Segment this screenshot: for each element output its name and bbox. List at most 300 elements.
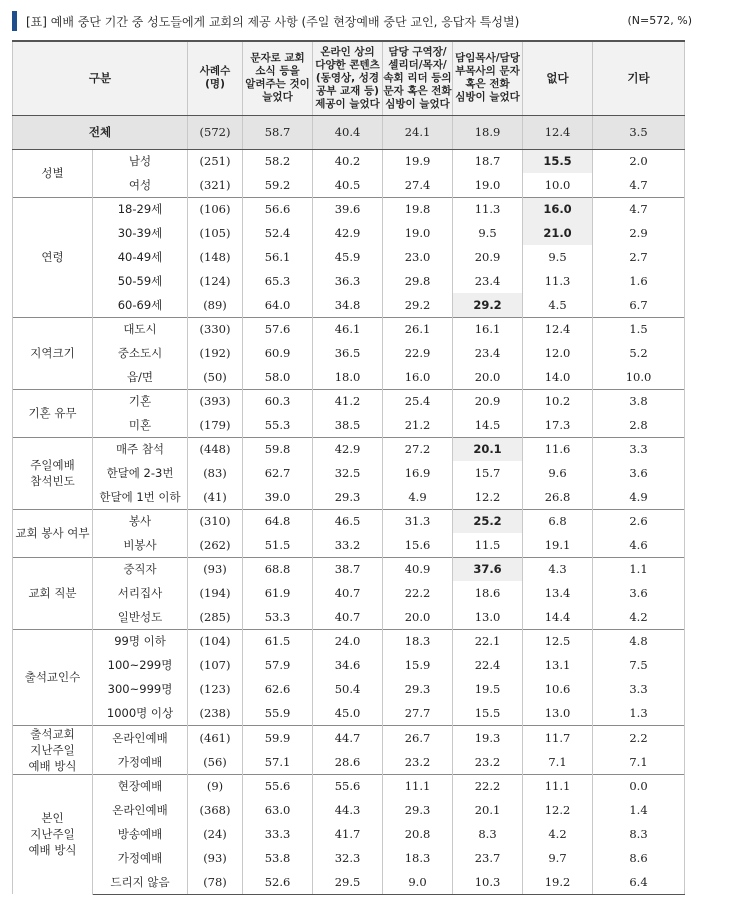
table-row (13, 197, 685, 221)
value-cell: 36.3 (313, 269, 383, 293)
value-cell: 14.0 (523, 365, 593, 389)
value-cell: 58.2 (243, 149, 313, 173)
value-cell: 20.1 (453, 798, 523, 822)
row-label: 일반성도 (93, 605, 188, 629)
table-title: [표] 예배 중단 기간 중 성도들에게 교회의 제공 사항 (주일 현장예배 중단 교인, 응답자 특성별) (26, 15, 520, 29)
count-cell: (93) (188, 557, 243, 581)
value-cell: 22.9 (383, 341, 453, 365)
value-cell: 55.3 (243, 413, 313, 437)
value-cell: 15.5 (523, 149, 593, 173)
count-cell: (56) (188, 750, 243, 775)
value-cell: 52.6 (243, 870, 313, 894)
count-cell: (192) (188, 341, 243, 365)
value-cell: 46.1 (313, 317, 383, 341)
table-row (13, 846, 685, 870)
row-label: 300~999명 (93, 677, 188, 701)
value-cell: 7.1 (593, 750, 685, 775)
value-cell: 2.0 (593, 149, 685, 173)
value-cell: 19.5 (453, 677, 523, 701)
value-cell: 53.8 (243, 846, 313, 870)
value-cell: 1.6 (593, 269, 685, 293)
value-cell: 17.3 (523, 413, 593, 437)
value-cell: 20.0 (453, 365, 523, 389)
value-cell: 23.2 (453, 750, 523, 775)
value-cell: 13.0 (453, 605, 523, 629)
value-cell: 10.6 (523, 677, 593, 701)
value-cell: 33.2 (313, 533, 383, 557)
row-label: 읍/면 (93, 365, 188, 389)
count-cell: (89) (188, 293, 243, 317)
table-row (13, 581, 685, 605)
table-row (13, 677, 685, 701)
value-cell: 63.0 (243, 798, 313, 822)
value-cell: 32.3 (313, 846, 383, 870)
value-cell: 18.3 (383, 846, 453, 870)
value-cell: 59.8 (243, 437, 313, 461)
value-cell: 11.6 (523, 437, 593, 461)
value-cell: 34.8 (313, 293, 383, 317)
row-label: 중소도시 (93, 341, 188, 365)
value-cell: 12.0 (523, 341, 593, 365)
table-title-row (12, 10, 722, 32)
table-row (13, 221, 685, 245)
row-label: 비봉사 (93, 533, 188, 557)
row-group-label: 출석교회 지난주일 예배 방식 (13, 725, 93, 774)
value-cell: 52.4 (243, 221, 313, 245)
value-cell: 40.2 (313, 149, 383, 173)
value-cell: 2.2 (593, 725, 685, 750)
value-cell: 20.9 (453, 389, 523, 413)
header-col-4: 담임목사/담당 부목사의 문자 혹은 전화 심방이 늘었다 (453, 41, 523, 115)
row-label: 대도시 (93, 317, 188, 341)
value-cell: 56.1 (243, 245, 313, 269)
value-cell: 4.2 (593, 605, 685, 629)
value-cell: 29.8 (383, 269, 453, 293)
value-cell: 37.6 (453, 557, 523, 581)
value-cell: 9.6 (523, 461, 593, 485)
value-cell: 25.4 (383, 389, 453, 413)
value-cell: 55.9 (243, 701, 313, 725)
value-cell: 27.4 (383, 173, 453, 197)
total-label: 전체 (13, 115, 188, 149)
table-row (13, 485, 685, 509)
count-cell: (393) (188, 389, 243, 413)
value-cell: 38.5 (313, 413, 383, 437)
count-cell: (50) (188, 365, 243, 389)
sample-size-note: (N=572, %) (627, 14, 692, 27)
value-cell: 22.2 (383, 581, 453, 605)
table-row (13, 774, 685, 798)
value-cell: 16.0 (383, 365, 453, 389)
value-cell: 29.2 (453, 293, 523, 317)
value-cell: 11.1 (523, 774, 593, 798)
count-cell: (83) (188, 461, 243, 485)
value-cell: 11.5 (453, 533, 523, 557)
count-cell: (9) (188, 774, 243, 798)
survey-table (12, 40, 685, 895)
value-cell: 31.3 (383, 509, 453, 533)
row-group-label: 교회 직분 (13, 557, 93, 629)
row-label: 99명 이하 (93, 629, 188, 653)
table-row (13, 509, 685, 533)
value-cell: 68.8 (243, 557, 313, 581)
table-row (13, 245, 685, 269)
value-cell: 53.3 (243, 605, 313, 629)
value-cell: 41.7 (313, 822, 383, 846)
total-row (13, 115, 685, 149)
table-row (13, 461, 685, 485)
table-row (13, 317, 685, 341)
value-cell: 9.5 (523, 245, 593, 269)
value-cell: 20.9 (453, 245, 523, 269)
count-cell: (105) (188, 221, 243, 245)
value-cell: 4.5 (523, 293, 593, 317)
table-row (13, 557, 685, 581)
row-group-label: 출석교인수 (13, 629, 93, 725)
total-cell: 24.1 (383, 115, 453, 149)
value-cell: 61.9 (243, 581, 313, 605)
value-cell: 25.2 (453, 509, 523, 533)
total-cell: 18.9 (453, 115, 523, 149)
table-row (13, 437, 685, 461)
count-cell: (106) (188, 197, 243, 221)
value-cell: 19.0 (383, 221, 453, 245)
value-cell: 13.0 (523, 701, 593, 725)
value-cell: 19.8 (383, 197, 453, 221)
value-cell: 34.6 (313, 653, 383, 677)
value-cell: 55.6 (243, 774, 313, 798)
value-cell: 13.4 (523, 581, 593, 605)
value-cell: 19.0 (453, 173, 523, 197)
value-cell: 20.8 (383, 822, 453, 846)
value-cell: 61.5 (243, 629, 313, 653)
value-cell: 10.2 (523, 389, 593, 413)
count-cell: (148) (188, 245, 243, 269)
value-cell: 56.6 (243, 197, 313, 221)
value-cell: 4.9 (383, 485, 453, 509)
header-col-3: 담당 구역장/ 셀리더/목자/ 속회 리더 등의 문자 혹은 전화 심방이 늘었다 (383, 41, 453, 115)
row-label: 남성 (93, 149, 188, 173)
row-label: 온라인예배 (93, 725, 188, 750)
value-cell: 2.7 (593, 245, 685, 269)
value-cell: 23.4 (453, 269, 523, 293)
value-cell: 10.3 (453, 870, 523, 894)
header-count: 사례수 (명) (188, 41, 243, 115)
value-cell: 57.9 (243, 653, 313, 677)
count-cell: (321) (188, 173, 243, 197)
value-cell: 44.3 (313, 798, 383, 822)
value-cell: 15.9 (383, 653, 453, 677)
value-cell: 23.0 (383, 245, 453, 269)
row-label: 매주 참석 (93, 437, 188, 461)
value-cell: 57.6 (243, 317, 313, 341)
value-cell: 18.7 (453, 149, 523, 173)
total-cell: (572) (188, 115, 243, 149)
value-cell: 64.0 (243, 293, 313, 317)
row-group-label: 지역크기 (13, 317, 93, 389)
value-cell: 9.7 (523, 846, 593, 870)
count-cell: (310) (188, 509, 243, 533)
value-cell: 42.9 (313, 437, 383, 461)
value-cell: 22.4 (453, 653, 523, 677)
table-row (13, 870, 685, 894)
table-row (13, 149, 685, 173)
table-row (13, 725, 685, 750)
value-cell: 12.2 (453, 485, 523, 509)
row-label: 미혼 (93, 413, 188, 437)
table-row (13, 173, 685, 197)
value-cell: 29.2 (383, 293, 453, 317)
row-group-label: 본인 지난주일 예배 방식 (13, 774, 93, 894)
value-cell: 12.4 (523, 317, 593, 341)
header-col-2: 온라인 상의 다양한 콘텐츠 (동영상, 성경 공부 교재 등) 제공이 늘었다 (313, 41, 383, 115)
value-cell: 40.7 (313, 605, 383, 629)
total-cell: 12.4 (523, 115, 593, 149)
value-cell: 0.0 (593, 774, 685, 798)
count-cell: (262) (188, 533, 243, 557)
value-cell: 11.7 (523, 725, 593, 750)
value-cell: 42.9 (313, 221, 383, 245)
row-label: 봉사 (93, 509, 188, 533)
value-cell: 1.4 (593, 798, 685, 822)
value-cell: 29.5 (313, 870, 383, 894)
value-cell: 4.8 (593, 629, 685, 653)
value-cell: 11.3 (523, 269, 593, 293)
title-accent-bar (12, 11, 17, 31)
value-cell: 19.9 (383, 149, 453, 173)
count-cell: (93) (188, 846, 243, 870)
value-cell: 19.3 (453, 725, 523, 750)
value-cell: 18.0 (313, 365, 383, 389)
value-cell: 45.0 (313, 701, 383, 725)
row-label: 드리지 않음 (93, 870, 188, 894)
header-group: 구분 (13, 41, 188, 115)
header-col-1: 문자로 교회 소식 등을 알려주는 것이 늘었다 (243, 41, 313, 115)
count-cell: (24) (188, 822, 243, 846)
value-cell: 19.2 (523, 870, 593, 894)
value-cell: 4.9 (593, 485, 685, 509)
value-cell: 5.2 (593, 341, 685, 365)
value-cell: 16.9 (383, 461, 453, 485)
value-cell: 12.5 (523, 629, 593, 653)
table-row (13, 365, 685, 389)
table-row (13, 389, 685, 413)
value-cell: 36.5 (313, 341, 383, 365)
value-cell: 3.6 (593, 581, 685, 605)
value-cell: 7.1 (523, 750, 593, 775)
value-cell: 2.8 (593, 413, 685, 437)
value-cell: 29.3 (383, 677, 453, 701)
value-cell: 27.7 (383, 701, 453, 725)
value-cell: 1.5 (593, 317, 685, 341)
value-cell: 14.5 (453, 413, 523, 437)
value-cell: 20.0 (383, 605, 453, 629)
count-cell: (123) (188, 677, 243, 701)
header-row (13, 41, 685, 115)
total-cell: 58.7 (243, 115, 313, 149)
value-cell: 12.2 (523, 798, 593, 822)
row-label: 가정예배 (93, 750, 188, 775)
table-row (13, 413, 685, 437)
value-cell: 1.3 (593, 701, 685, 725)
count-cell: (104) (188, 629, 243, 653)
value-cell: 3.6 (593, 461, 685, 485)
value-cell: 22.1 (453, 629, 523, 653)
value-cell: 18.6 (453, 581, 523, 605)
count-cell: (124) (188, 269, 243, 293)
value-cell: 55.6 (313, 774, 383, 798)
value-cell: 29.3 (313, 485, 383, 509)
value-cell: 33.3 (243, 822, 313, 846)
value-cell: 19.1 (523, 533, 593, 557)
value-cell: 62.7 (243, 461, 313, 485)
value-cell: 60.9 (243, 341, 313, 365)
row-label: 40-49세 (93, 245, 188, 269)
row-group-label: 교회 봉사 여부 (13, 509, 93, 557)
row-label: 100~299명 (93, 653, 188, 677)
table-body (13, 115, 685, 894)
table-row (13, 750, 685, 775)
value-cell: 8.3 (453, 822, 523, 846)
count-cell: (368) (188, 798, 243, 822)
table-row (13, 341, 685, 365)
value-cell: 16.0 (523, 197, 593, 221)
row-label: 한달에 1번 이하 (93, 485, 188, 509)
value-cell: 2.6 (593, 509, 685, 533)
value-cell: 62.6 (243, 677, 313, 701)
row-label: 중직자 (93, 557, 188, 581)
value-cell: 40.7 (313, 581, 383, 605)
count-cell: (238) (188, 701, 243, 725)
row-label: 서리집사 (93, 581, 188, 605)
value-cell: 11.1 (383, 774, 453, 798)
value-cell: 13.1 (523, 653, 593, 677)
value-cell: 58.0 (243, 365, 313, 389)
table-row (13, 798, 685, 822)
header-col-6: 기타 (593, 41, 685, 115)
row-label: 여성 (93, 173, 188, 197)
table-row (13, 605, 685, 629)
value-cell: 8.6 (593, 846, 685, 870)
value-cell: 40.5 (313, 173, 383, 197)
value-cell: 28.6 (313, 750, 383, 775)
table-row (13, 629, 685, 653)
value-cell: 14.4 (523, 605, 593, 629)
count-cell: (461) (188, 725, 243, 750)
total-cell: 3.5 (593, 115, 685, 149)
value-cell: 22.2 (453, 774, 523, 798)
table-row (13, 269, 685, 293)
count-cell: (448) (188, 437, 243, 461)
row-group-label: 기혼 유무 (13, 389, 93, 437)
value-cell: 60.3 (243, 389, 313, 413)
value-cell: 23.2 (383, 750, 453, 775)
value-cell: 39.0 (243, 485, 313, 509)
value-cell: 18.3 (383, 629, 453, 653)
row-label: 1000명 이상 (93, 701, 188, 725)
value-cell: 15.5 (453, 701, 523, 725)
value-cell: 4.3 (523, 557, 593, 581)
row-group-label: 성별 (13, 149, 93, 197)
value-cell: 64.8 (243, 509, 313, 533)
value-cell: 3.3 (593, 437, 685, 461)
value-cell: 65.3 (243, 269, 313, 293)
row-group-label: 주일예배 참석빈도 (13, 437, 93, 509)
table-row (13, 533, 685, 557)
value-cell: 57.1 (243, 750, 313, 775)
value-cell: 4.2 (523, 822, 593, 846)
value-cell: 21.2 (383, 413, 453, 437)
value-cell: 29.3 (383, 798, 453, 822)
row-label: 현장예배 (93, 774, 188, 798)
value-cell: 44.7 (313, 725, 383, 750)
value-cell: 10.0 (523, 173, 593, 197)
table-row (13, 293, 685, 317)
row-label: 온라인예배 (93, 798, 188, 822)
value-cell: 45.9 (313, 245, 383, 269)
value-cell: 41.2 (313, 389, 383, 413)
value-cell: 23.4 (453, 341, 523, 365)
table-row (13, 653, 685, 677)
value-cell: 6.7 (593, 293, 685, 317)
value-cell: 4.7 (593, 173, 685, 197)
row-label: 30-39세 (93, 221, 188, 245)
value-cell: 27.2 (383, 437, 453, 461)
value-cell: 15.7 (453, 461, 523, 485)
value-cell: 38.7 (313, 557, 383, 581)
value-cell: 59.9 (243, 725, 313, 750)
value-cell: 7.5 (593, 653, 685, 677)
value-cell: 11.3 (453, 197, 523, 221)
value-cell: 6.8 (523, 509, 593, 533)
row-label: 50-59세 (93, 269, 188, 293)
table-row (13, 701, 685, 725)
count-cell: (330) (188, 317, 243, 341)
value-cell: 40.9 (383, 557, 453, 581)
row-label: 방송예배 (93, 822, 188, 846)
count-cell: (194) (188, 581, 243, 605)
value-cell: 16.1 (453, 317, 523, 341)
count-cell: (285) (188, 605, 243, 629)
value-cell: 4.6 (593, 533, 685, 557)
count-cell: (41) (188, 485, 243, 509)
value-cell: 59.2 (243, 173, 313, 197)
count-cell: (78) (188, 870, 243, 894)
total-cell: 40.4 (313, 115, 383, 149)
count-cell: (107) (188, 653, 243, 677)
value-cell: 20.1 (453, 437, 523, 461)
count-cell: (179) (188, 413, 243, 437)
value-cell: 26.1 (383, 317, 453, 341)
row-group-label: 연령 (13, 197, 93, 317)
row-label: 기혼 (93, 389, 188, 413)
value-cell: 3.3 (593, 677, 685, 701)
value-cell: 32.5 (313, 461, 383, 485)
value-cell: 15.6 (383, 533, 453, 557)
table-row (13, 822, 685, 846)
row-label: 18-29세 (93, 197, 188, 221)
row-label: 60-69세 (93, 293, 188, 317)
value-cell: 6.4 (593, 870, 685, 894)
value-cell: 24.0 (313, 629, 383, 653)
value-cell: 46.5 (313, 509, 383, 533)
value-cell: 3.8 (593, 389, 685, 413)
value-cell: 26.7 (383, 725, 453, 750)
row-label: 가정예배 (93, 846, 188, 870)
value-cell: 9.5 (453, 221, 523, 245)
value-cell: 21.0 (523, 221, 593, 245)
value-cell: 26.8 (523, 485, 593, 509)
